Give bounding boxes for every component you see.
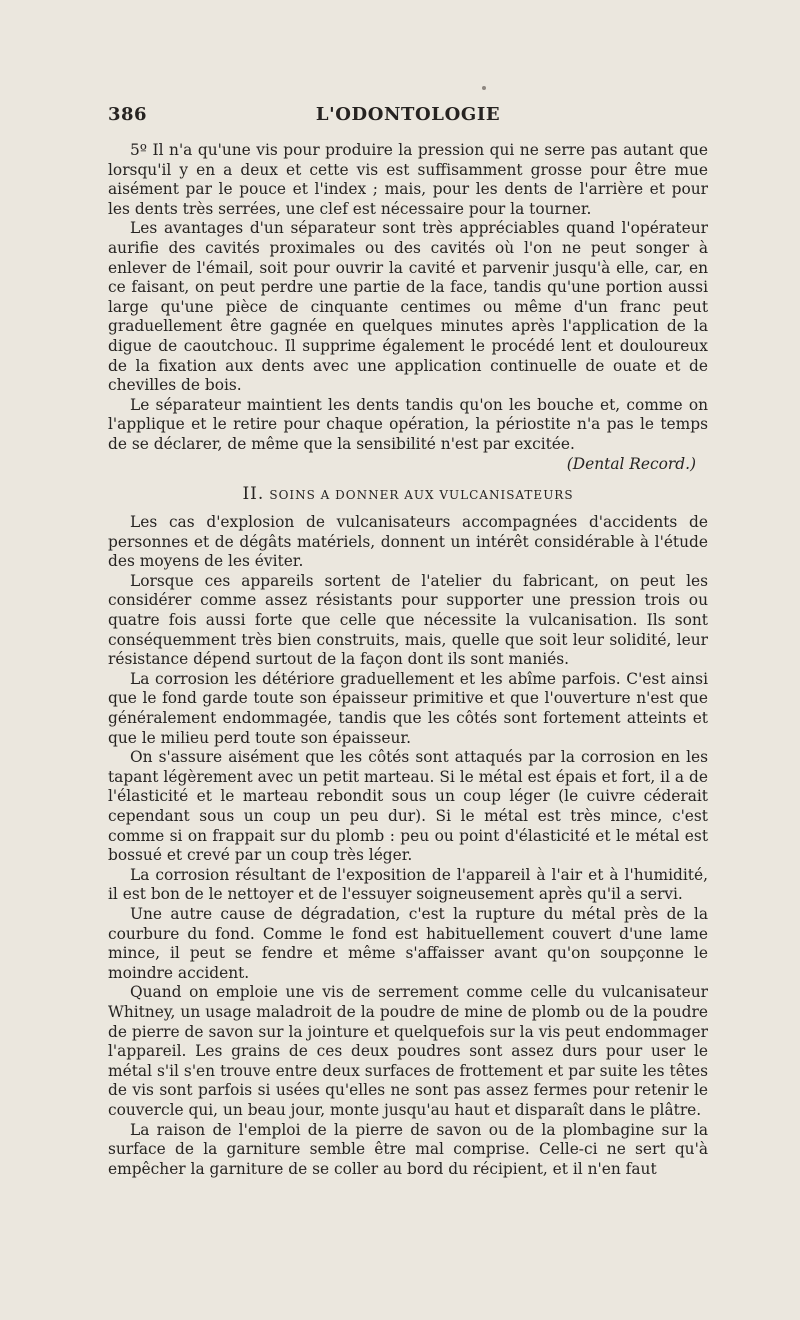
source-citation: (Dental Record.) [566, 454, 696, 473]
page-number: 386 [108, 104, 148, 125]
paragraph: 5º Il n'a qu'une vis pour produire la pression qui ne serre pas autant que lorsqu'il y en a deux et cette vis est suffisamment grosse pour être mue aisément par le pouce et l'index ; mais, pour les dents de l'arrière et pour les dents très serrées, une clef est nécessaire pour la tourner. [108, 141, 708, 218]
paragraph: La corrosion les détériore graduellement et les abîme parfois. C'est ainsi que le fond garde toute son épaisseur primitive et que l'ouverture n'est que généralement endommagée, tandis que les côtés sont fortement atteints et que le milieu perd toute son épaisseur. [108, 669, 708, 747]
paragraph: Le séparateur maintient les dents tandis qu'on les bouche et, comme on l'applique et le retire pour chaque opération, la périostite n'a pas le temps de se déclarer, de même que la sensibilité n'est par excitée. [108, 395, 708, 453]
section-heading [108, 486, 708, 503]
paragraph: La raison de l'emploi de la pierre de savon ou de la plombagine sur la surface de la garniture semble être mal comprise. Celle-ci ne sert qu'à empêcher la garniture de se coller au bord du récipient, et il n'en faut [108, 1120, 708, 1178]
paragraph: Une autre cause de dégradation, c'est la rupture du métal près de la courbure du fond. Comme le fond est habituellement couvert d'une lame mince, il peut se fendre et même s'affaisser avant qu'on soupçonne le moindre accident. [108, 904, 708, 982]
page-header [108, 104, 708, 132]
paragraph: Les avantages d'un séparateur sont très appréciables quand l'opérateur aurifie des cavités proximales ou des cavités où l'on ne peut songer à enlever de l'émail, soit pour ouvrir la cavité et parvenir jusqu'à elle, car, en ce faisant, on peut perdre une partie de la face, tandis qu'une portion aussi large qu'une pièce de cinquante centimes ou même d'un franc peut graduellement être gagnée en quelques minutes après l'application de la digue de caoutchouc. Il supprime également le procédé lent et douloureux de la fixation aux dents avec une application continuelle de ouate et de chevilles de bois. [108, 219, 708, 395]
paragraph: Quand on emploie une vis de serrement comme celle du vulcanisateur Whitney, un usage maladroit de la poudre de mine de plomb ou de la poudre de pierre de savon sur la jointure et quelquefois sur la vis peut endommager l'appareil. Les grains de ces deux poudres sont assez durs pour user le métal s'il s'en trouve entre deux surfaces de frottement et par suite les têtes de vis sont parfois si usées qu'elles ne sont pas assez fermes pour retenir le couvercle qui, un beau jour, monte jusqu'au haut et disparaît dans le plâtre. [108, 983, 708, 1119]
body-text [108, 141, 708, 1179]
paragraph: On s'assure aisément que les côtés sont attaqués par la corrosion en les tapant légèrement avec un petit marteau. Si le métal est épais et fort, il a de l'élasticité et le marteau rebondit sous un coup léger (le cuivre céderait cependant sous un coup un peu dur). Si le métal est très mince, c'est comme si on frappait sur du plomb : peu ou point d'élasticité et le métal est bossué et crevé par un coup très léger. [108, 748, 708, 865]
paragraph: Lorsque ces appareils sortent de l'atelier du fabricant, on peut les considérer comme assez résistants pour supporter une pression trois ou quatre fois aussi forte que celle que nécessite la vulcanisation. Ils sont conséquemment très bien construits, mais, quelle que soit leur solidité, leur résistance dépend surtout de la façon dont ils sont maniés. [108, 571, 708, 669]
paragraph: Les cas d'explosion de vulcanisateurs accompagnées d'accidents de personnes et de dégâts matériels, donnent un intérêt considérable à l'étude des moyens de les éviter. [108, 513, 708, 571]
ink-speck [482, 86, 486, 90]
section-number: II. [242, 484, 265, 505]
running-title: L'ODONTOLOGIE [315, 104, 501, 125]
paragraph: La corrosion résultant de l'exposition de l'appareil à l'air et à l'humidité, il est bon de le nettoyer et de l'essuyer soigneusement après qu'il a servi. [108, 865, 708, 904]
section-title: SOINS A DONNER AUX VULCANISATEURS [269, 488, 574, 503]
